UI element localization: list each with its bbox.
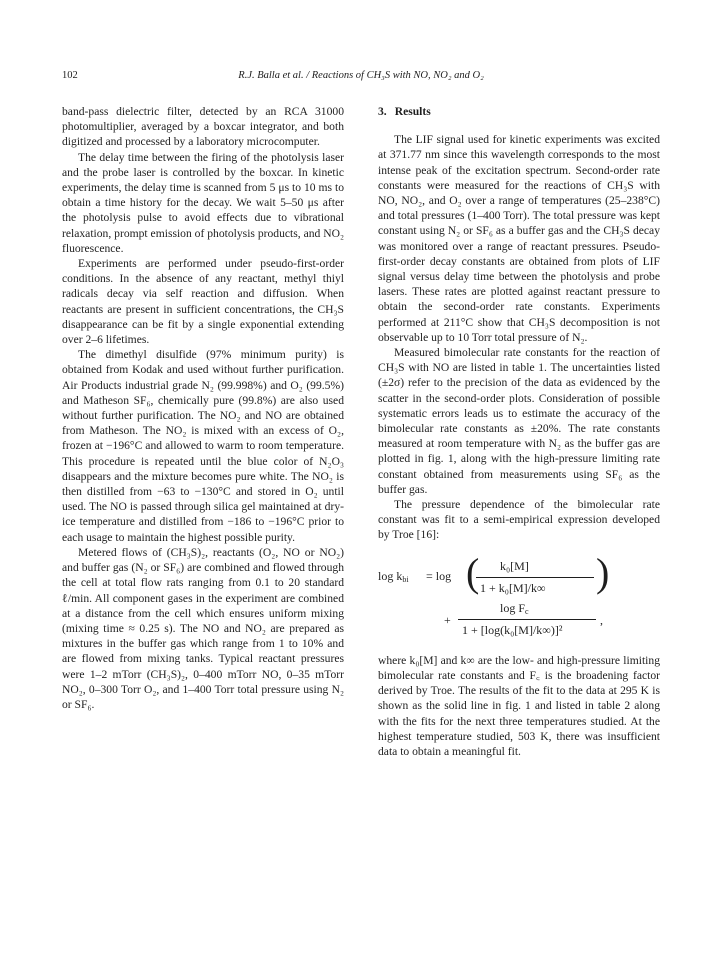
results-paragraph-1: The LIF signal used for kinetic experiments was excited at 371.77 nm since this wavelength corresponds to the most intense peak of the excitation spectrum. Second-order rate constants were measured for the reactions of CH₃S with NO, NO₂, and O₂ over a range of temperatures (25–238°C) and total pressures (1–400 Torr). The total pressure was kept constant using N₂ or SF₆ as a buffer gas and the CH₃S decay was monitored over a range of reactant pressures. Pseudo-first-order decay constants are obtained from plots of LIF signal versus delay time between the photolysis and probe lasers. These rates are plotted against reactant pressure to obtain the second-order rate constants. Experiments performed at 211°C show that CH₃S decomposition is not observable up to 10 Torr total pressure of N₂. bbox=[378, 133, 660, 344]
section-heading bbox=[378, 104, 660, 119]
equation-equals-log: = log bbox=[426, 568, 452, 583]
fraction-1-bar bbox=[476, 577, 594, 578]
fraction-1-numerator: k₀[M] bbox=[500, 558, 529, 573]
right-paren: ) bbox=[596, 549, 610, 595]
section-title: Results bbox=[394, 105, 431, 118]
results-paragraph-3: The pressure dependence of the bimolecular rate constant was fit to a semi-empirical expression developed by Troe [16]: bbox=[378, 498, 660, 542]
left-paren: ( bbox=[466, 549, 480, 595]
paragraph-3: Experiments are performed under pseudo-first-order conditions. In the absence of any reactant, methyl thiyl radicals decay via self reaction and diffusion. When reactants are present in sufficient concentrations, the CH₃S disappearance can be fit by a single exponential extending over 2–6 lifetimes. bbox=[62, 257, 344, 347]
fraction-2-bar bbox=[458, 619, 596, 620]
section-number: 3. bbox=[378, 105, 387, 118]
page-header bbox=[62, 70, 660, 86]
paragraph-5: Metered flows of (CH₃S)₂, reactants (O₂, NO or NO₂) and buffer gas (N₂ or SF₆) are combined and flowed through the cell at total flow rats ranging from 0.1 to 20 standard ℓ/min. All component gases in the experiment are combined at a distance from the cell which ensures uniform mixing (mixing time ≈ 0.25 s). The NO and NO₂ are prepared as mixtures in the buffer gas which range from 1 to 10% and are flowed from mixing tanks. Typical reactant pressures were 1–2 mTorr (CH₃S)₂, 0–400 mTorr NO, 0–35 mTorr NO₂, 0–300 Torr O₂, and 1–400 Torr total pressure using N₂ or SF₆. bbox=[62, 545, 344, 711]
fraction-2-denominator: 1 + [log(k₀[M]/k∞)]² bbox=[462, 622, 563, 637]
fraction-2-numerator: $\log F_c$ bbox=[500, 600, 529, 616]
equation-lhs: $\log k_{bi}$ bbox=[378, 568, 409, 584]
paragraph-4: The dimethyl disulfide (97% minimum purity) is obtained from Kodak and used without further purification. Air Products industrial grade N₂ (99.998%) and O₂ (99.5%) and Matheson SF₆, chemically pure (99.8%) are also used without further purification. The NO₂ and NO are obtained from Matheson. The NO₂ is mixed with an excess of O₂, frozen at −196°C and allowed to warm to room temperature. This procedure is repeated until the blue color of N₂O₃ disappears and the mixture becomes pure white. The NO₂ is then distilled from −63 to −130°C and stored in O₂ until used. The NO is passed through silica gel maintained at dry-ice temperature and distilled from −186 to −196°C prior to each usage to maintain the highest possible purity. bbox=[62, 348, 344, 544]
plus-sign: + bbox=[444, 612, 451, 627]
running-head: R.J. Balla et al. / Reactions of CH₃S with NO, NO₂ and O₂ bbox=[238, 70, 484, 81]
results-paragraph-4: where k₀[M] and k∞ are the low- and high-pressure limiting bimolecular rate constants and F꜀ is the broadening factor derived by Troe. The results of the fit to the data at 295 K is shown as the solid line in fig. 1 and listed in table 2 along with the fits for the next three temperatures studied. At the highest temperature studied, 503 K, there was insufficient data to obtain a meaningful fit. bbox=[378, 653, 660, 758]
results-paragraph-2: Measured bimolecular rate constants for the reaction of CH₃S with NO are listed in table 1. The uncertainties listed (±2σ) refer to the precision of the data as evidenced by the scatter in the second-order plots. Consideration of possible systematic errors leads us to estimate the accuracy of the bimolecular rate constants as ±20%. The rate constants measured at room temperature with N₂ as the buffer gas are plotted in fig. 1, along with the high-pressure limiting rate constant obtained from measurements using SF₆ as the buffer gas. bbox=[378, 346, 660, 496]
troe-equation bbox=[378, 551, 660, 643]
paragraph-2: The delay time between the firing of the photolysis laser and the probe laser is controlled by the boxcar. In kinetic experiments, the delay time is scanned from 5 μs to 10 ms to obtain a time history for the decay. We wait 5–50 μs after the photolysis pulse to avoid effects due to vibrational relaxation, prompt emission of photolysis products, and NO₂ fluorescence. bbox=[62, 150, 344, 255]
paragraph-1: band-pass dielectric filter, detected by an RCA 31000 photomultiplier, averaged by a boxcar integrator, and both digitized and processed by a laboratory microcomputer. bbox=[62, 105, 344, 149]
left-column bbox=[62, 104, 344, 712]
equation-comma: , bbox=[600, 612, 603, 627]
right-column bbox=[378, 104, 660, 759]
page-number: 102 bbox=[62, 70, 78, 81]
fraction-1-denominator: 1 + k₀[M]/k∞ bbox=[480, 580, 546, 595]
